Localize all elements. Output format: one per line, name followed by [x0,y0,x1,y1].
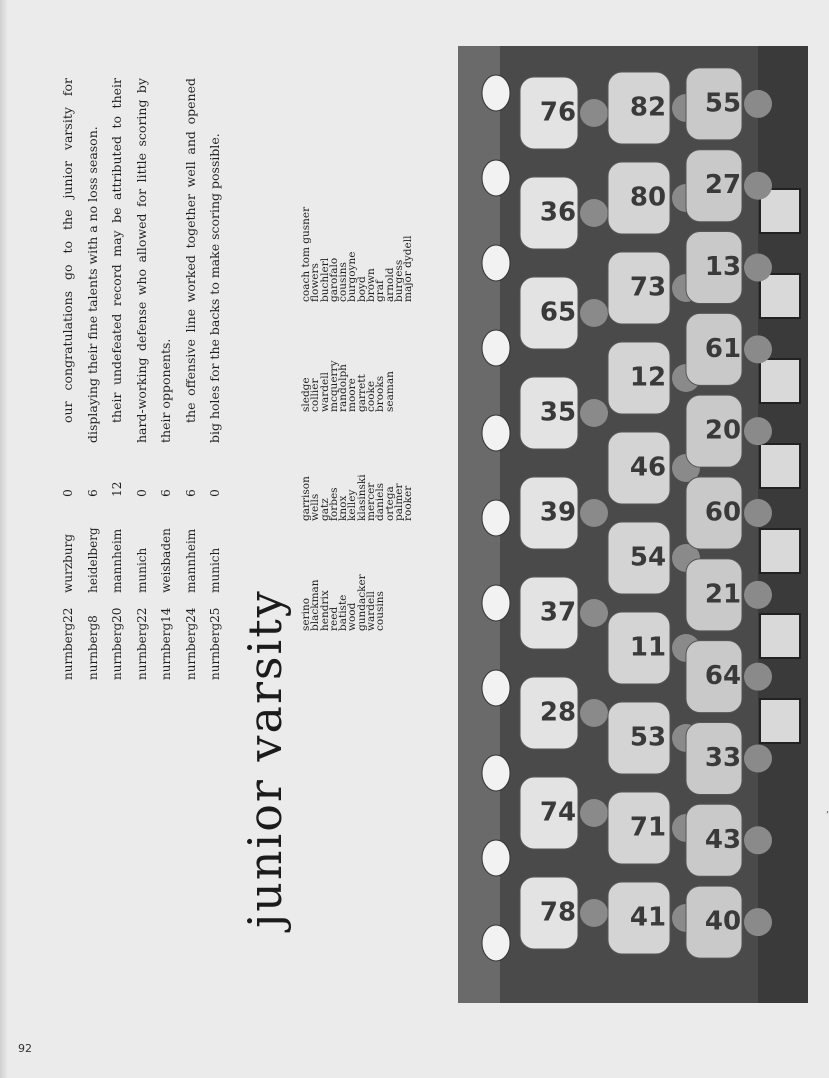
helmet [482,160,510,196]
jersey-number: 61 [704,333,742,364]
jersey-number: 35 [539,397,577,428]
player-head [744,908,772,936]
building-window [760,444,800,488]
player-head [744,172,772,200]
player-head [580,399,608,427]
roster-name: brown [365,268,378,302]
schedule-home: nurnberg [110,622,125,680]
jersey-number: 12 [629,362,667,393]
roster-name: blackman [309,579,322,631]
schedule-row [56,482,81,680]
player-head [580,99,608,127]
roster-name: burgess [392,259,405,302]
jersey-number: 39 [539,497,577,528]
roster-name: buchlerl [318,257,331,302]
roster-name: garrison [300,476,312,521]
roster-name: serino [300,597,312,631]
jersey-number: 82 [629,92,667,123]
roster-name: rooker [402,485,415,521]
schedule-opponent-score: 6 [183,489,198,497]
roster-name: reed [327,606,340,631]
schedule-opponent-score: 12 [110,481,125,497]
roster-column-4 [302,574,386,631]
player-head [744,499,772,527]
jersey-number: 36 [539,197,577,228]
jersey-number: 21 [704,579,742,610]
roster-name: wood [346,602,359,631]
schedule-home: nurnberg [183,622,198,680]
roster-name: mercer [365,482,378,521]
helmet [482,330,510,366]
roster-name: wardell [318,372,331,412]
player-head [744,581,772,609]
schedule-row [203,482,228,680]
jersey-number: 76 [539,97,577,128]
schedule-home: nurnberg [85,622,100,680]
roster-name: cousins [374,591,387,631]
jersey-number: 43 [704,824,742,855]
player-head [580,499,608,527]
roster-name: brooks [374,375,387,412]
roster-name: kelley [346,489,359,521]
team-photo [458,46,808,1003]
roster-name: ortega [383,486,396,521]
player-head [744,417,772,445]
schedule-home: nurnberg [61,622,76,680]
roster-name: wells [309,493,322,521]
player-head [580,899,608,927]
roster-name: coach tom gusner [300,206,312,302]
roster-name: major dydell [402,235,415,302]
schedule-opponent-score: 0 [134,489,149,497]
jersey-number: 71 [629,812,667,843]
player-head [744,254,772,282]
player-head [744,826,772,854]
roster-name: hendrix [318,590,331,631]
schedule-row [154,482,179,680]
schedule-home-score: 25 [208,607,223,623]
roster-name: batiste [337,594,350,631]
helmet [482,840,510,876]
schedule-opponent: heidelberg [85,527,100,593]
roster-name: seaman [383,371,396,412]
player-head [580,599,608,627]
schedule-opponent: munich [134,547,149,593]
building-window [760,614,800,658]
roster-name: burgoyne [346,251,359,302]
schedule-row [179,482,204,680]
roster-name: daniels [374,482,387,521]
schedule-opponent: mannheim [183,528,198,593]
schedule-home-score: 8 [85,615,100,623]
schedule-row [81,482,106,680]
jersey-number: 11 [629,632,667,663]
schedule-home: nurnberg [208,622,223,680]
player-head [580,299,608,327]
page-title: junior varsity [238,589,292,928]
schedule-home-score: 22 [134,607,149,623]
season-summary [56,78,228,443]
page-number: 92 [18,1042,32,1055]
roster-name: klasinski [355,474,368,521]
schedule-opponent: mannheim [110,528,125,593]
jersey-number: 20 [704,415,742,446]
jersey-number: 28 [539,697,577,728]
roster-name: randolph [337,364,350,412]
jersey-number: 37 [539,597,577,628]
schedule-row [130,482,155,680]
jersey-number: 46 [629,452,667,483]
helmet [482,415,510,451]
schedule-home-score: 20 [110,607,125,623]
schedule-home-score: 24 [183,607,198,623]
jersey-number: 27 [704,170,742,201]
helmet [482,585,510,621]
player-head [744,663,772,691]
jersey-number: 65 [539,297,577,328]
jersey-number: 73 [629,272,667,303]
jersey-number: 80 [629,182,667,213]
game-schedule [56,482,228,680]
building-window [760,359,800,403]
roster-name: collier [309,378,322,412]
schedule-opponent-score: 0 [208,489,223,497]
building-window [760,274,800,318]
roster-name: flowers [309,263,322,302]
roster-name: arnold [383,267,396,302]
jersey-number: 53 [629,722,667,753]
jersey-number: 13 [704,252,742,283]
summary-paragraph-3: the offensive line worked together well and opened big holes for the backs to make scoring possible. [182,78,222,443]
summary-paragraph-2: their undefeated record may be attributed to their hard-working defense who allowed for little scoring by their opponents. [109,78,173,443]
roster-name: knox [337,495,350,521]
jersey-number: 40 [704,906,742,937]
schedule-opponent-score: 6 [85,489,100,497]
player-head [744,744,772,772]
schedule-opponent: weisbaden [159,528,174,593]
team-photo-graphic [458,46,808,1003]
player-head [580,799,608,827]
roster-name: garrett [355,374,368,412]
helmet [482,670,510,706]
roster-name: palmer [392,483,405,521]
roster-name: wardell [365,591,378,631]
building-window [760,529,800,573]
helmet [482,925,510,961]
summary-paragraph-1: our congratulations go to the junior varsity for displaying their fine talents with a no loss season. [60,78,100,443]
schedule-home-score: 14 [159,607,174,623]
player-head [744,335,772,363]
roster-name: boyd [355,276,368,302]
helmet [482,75,510,111]
roster-name: forbes [327,487,340,521]
schedule-row [105,482,130,680]
roster-name: moore [346,378,359,412]
jersey-number: 78 [539,897,577,928]
helmet [482,500,510,536]
player-head [580,199,608,227]
schedule-home-score: 22 [61,607,76,623]
roster-name: mcquerry [327,360,340,412]
roster-name: cooke [365,380,378,412]
schedule-opponent: wurzburg [61,533,76,593]
roster-name: cousins [337,262,350,302]
player-head [580,699,608,727]
roster-name: sledge [300,377,312,412]
schedule-home: nurnberg [134,622,149,680]
roster-name: garofalo [327,257,340,302]
roster-name: gatz [318,498,331,521]
player-head [744,90,772,118]
roster-column-2 [302,360,395,412]
jersey-number: 60 [704,497,742,528]
roster-column-3 [302,474,414,521]
schedule-home: nurnberg [159,622,174,680]
print-mark: , [826,804,829,815]
roster-name: graf [374,280,387,302]
roster-name: gundacker [355,574,368,631]
helmet [482,245,510,281]
roster-column-1 [302,207,414,302]
jersey-number: 33 [704,742,742,773]
jersey-number: 54 [629,542,667,573]
schedule-opponent: munich [208,547,223,593]
jersey-number: 55 [704,88,742,119]
jersey-number: 64 [704,661,742,692]
schedule-opponent-score: 6 [159,489,174,497]
helmet [482,755,510,791]
schedule-opponent-score: 0 [61,489,76,497]
building-window [760,699,800,743]
jersey-number: 41 [629,902,667,933]
jersey-number: 74 [539,797,577,828]
